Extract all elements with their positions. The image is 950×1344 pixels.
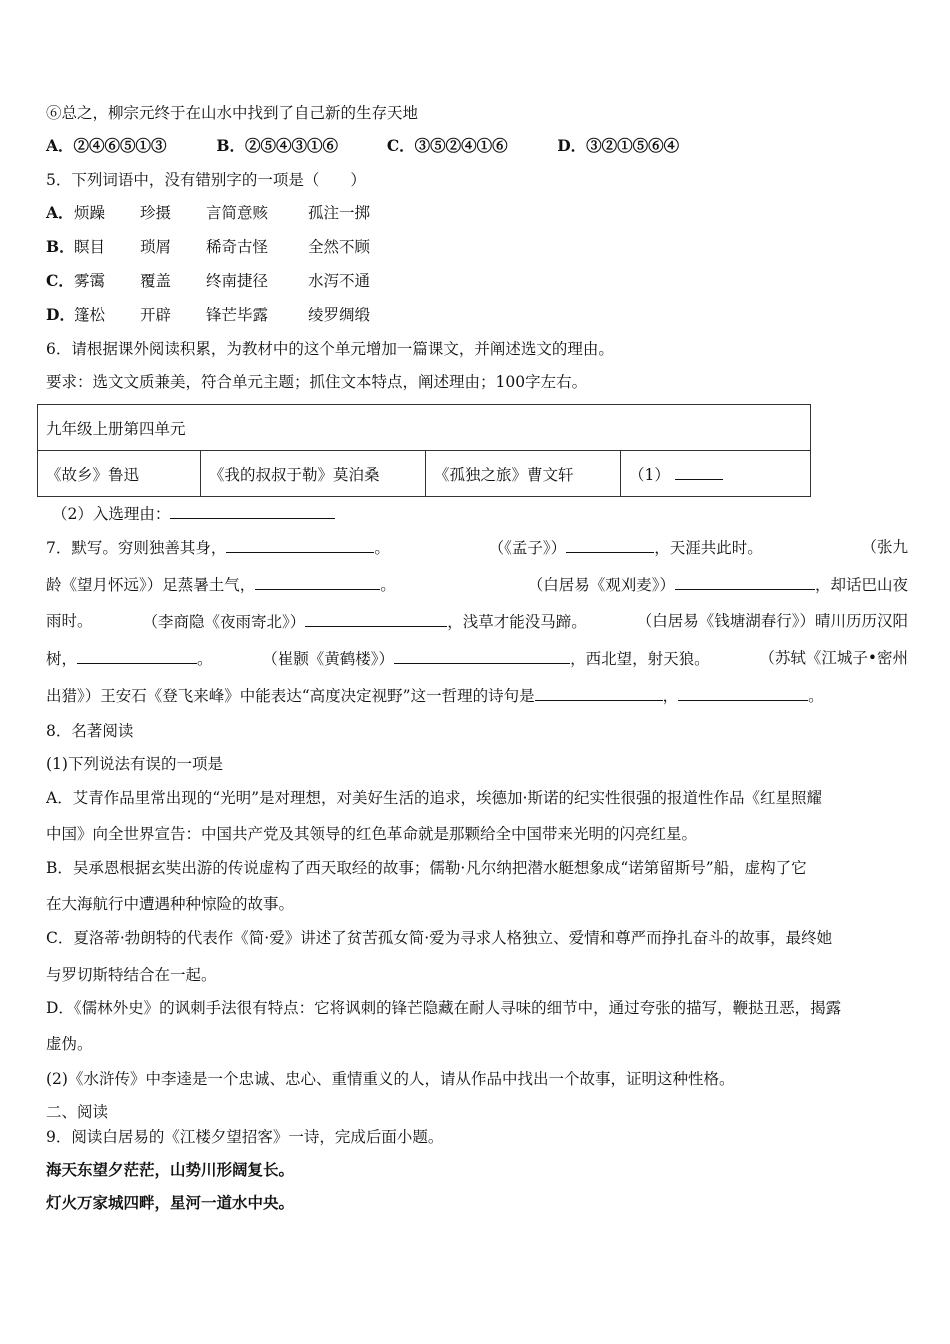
q4-option-b: B．②⑤④③①⑥ bbox=[216, 136, 339, 155]
q8-option-c-line1: C．夏洛蒂·勃朗特的代表作《简·爱》讲述了贫苦孤女简·爱为寻求人格独立、爱情和尊严而挣扎奋斗的故事，最终她 bbox=[46, 929, 833, 947]
unit-table-cell: 《孤独之旅》曹文轩 bbox=[426, 451, 621, 497]
answer-blank[interactable] bbox=[566, 537, 654, 553]
section-heading: 二、阅读 bbox=[46, 1103, 109, 1121]
q9-stem: 9．阅读白居易的《江楼夕望招客》一诗，完成后面小题。 bbox=[46, 1128, 444, 1146]
unit-table-answer-cell[interactable]: （1） bbox=[621, 451, 811, 497]
q7-line-3: 雨时。 （李商隐《夜雨寄北》） ，浅草才能没马蹄。 （白居易《钱塘湖春行》）晴川历历汉阳 bbox=[46, 612, 908, 631]
unit-table-cell: 《我的叔叔于勒》莫泊桑 bbox=[201, 451, 426, 497]
q7-line-5: 出猎》）王安石《登飞来峰》中能表达“高度决定视野”这一哲理的诗句是 ， 。 bbox=[46, 687, 824, 705]
q8-option-b-line1: B．吴承恩根据玄奘出游的传说虚构了西天取经的故事；儒勒·凡尔纳把潜水艇想象成“诺第留斯号”船，虚构了它 bbox=[46, 859, 807, 877]
q8-option-a-line1: A．艾青作品里常出现的“光明”是对理想，对美好生活的追求，埃德加·斯诺的纪实性很强的报道性作品《红星照耀 bbox=[46, 789, 822, 807]
unit-table bbox=[37, 404, 811, 497]
answer-blank[interactable] bbox=[675, 574, 815, 590]
q8-option-c-line2: 与罗切斯特结合在一起。 bbox=[46, 966, 217, 984]
reason-blank[interactable] bbox=[170, 503, 335, 519]
q5-stem: 5．下列词语中，没有错别字的一项是（ ） bbox=[46, 171, 366, 189]
q8-option-d-line1: D．《儒林外史》的讽刺手法很有特点：它将讽刺的锋芒隐藏在耐人寻味的细节中，通过夸张的描写，鞭挞丑恶，揭露 bbox=[46, 999, 842, 1017]
q4-option-a: A．②④⑥⑤①③ bbox=[46, 136, 167, 155]
q5-option-c: C．雾霭 覆盖 终南捷径 水泻不通 bbox=[46, 271, 371, 290]
answer-blank[interactable] bbox=[226, 537, 374, 553]
q8-sub1: (1)下列说法有误的一项是 bbox=[46, 755, 223, 773]
unit-table-cell: 《故乡》鲁迅 bbox=[38, 451, 201, 497]
q8-option-d-line2: 虚伪。 bbox=[46, 1035, 93, 1053]
q5-option-a: A．烦躁 珍摄 言简意赅 孤注一掷 bbox=[46, 203, 371, 222]
q8-option-b-line2: 在大海航行中遭遇种种惊险的故事。 bbox=[46, 895, 295, 913]
q5-option-b: B．瞑目 琐屑 稀奇古怪 全然不顾 bbox=[46, 237, 371, 256]
q5-option-d: D．篷松 开辟 锋芒毕露 绫罗绸缎 bbox=[46, 305, 371, 324]
q4-options bbox=[46, 136, 679, 156]
q6-stem: 6．请根据课外阅读积累，为教材中的这个单元增加一篇课文，并阐述选文的理由。 bbox=[46, 340, 614, 358]
answer-blank[interactable] bbox=[305, 611, 447, 627]
q7-line-2: 龄《望月怀远》）足蒸暑土气， 。 （白居易《观刈麦》） ，却话巴山夜 bbox=[46, 576, 908, 594]
q6-requirement: 要求：选文文质兼美，符合单元主题；抓住文本特点，阐述理由；100字左右。 bbox=[46, 373, 588, 391]
answer-blank[interactable] bbox=[77, 648, 197, 664]
q7-line-4: 树， 。 （崔颢《黄鹤楼》） ，西北望，射天狼。 （苏轼《江城子•密州 bbox=[46, 649, 908, 668]
q4-item-6: ⑥总之，柳宗元终于在山水中找到了自己新的生存天地 bbox=[46, 104, 419, 122]
answer-blank[interactable] bbox=[678, 685, 808, 701]
q8-option-a-line2: 中国》向全世界宣告：中国共产党及其领导的红色革命就是那颗给全中国带来光明的闪亮红星。 bbox=[46, 825, 698, 843]
q7-line-1: 7．默写。穷则独善其身， 。 （《孟子》） ，天涯共此时。 （张九 bbox=[46, 538, 908, 557]
answer-blank[interactable] bbox=[394, 648, 570, 664]
q4-option-d: D．③②①⑤⑥④ bbox=[557, 136, 680, 155]
poem-line-2: 灯火万家城四畔，星河一道水中央。 bbox=[46, 1194, 295, 1212]
poem-line-1: 海天东望夕茫茫，山势川形阔复长。 bbox=[46, 1161, 295, 1179]
q8-title: 8．名著阅读 bbox=[46, 722, 134, 740]
q8-sub2: (2)《水浒传》中李逵是一个忠诚、忠心、重情重义的人，请从作品中找出一个故事，证明这种性格。 bbox=[46, 1070, 735, 1088]
answer-blank[interactable] bbox=[255, 574, 380, 590]
q4-option-c: C．③⑤②④①⑥ bbox=[386, 136, 508, 155]
answer-blank[interactable] bbox=[535, 685, 663, 701]
unit-table-header: 九年级上册第四单元 bbox=[38, 405, 811, 451]
q6-reason: （2）入选理由： bbox=[52, 503, 335, 524]
